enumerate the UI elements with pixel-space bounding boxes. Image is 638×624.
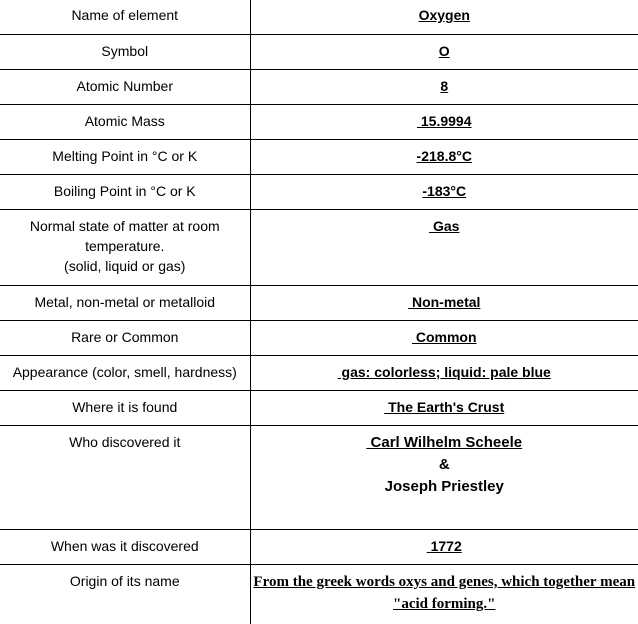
label-name-origin: Origin of its name bbox=[0, 565, 250, 591]
label-state-of-matter bbox=[0, 210, 250, 276]
row-label bbox=[0, 0, 250, 34]
table-row bbox=[0, 209, 638, 285]
table-row bbox=[0, 285, 638, 320]
row-label bbox=[0, 34, 250, 69]
row-value bbox=[250, 34, 638, 69]
value-discovery-date: 1772 bbox=[427, 530, 462, 556]
table-row bbox=[0, 390, 638, 425]
label-discoverer: Who discovered it bbox=[0, 426, 250, 452]
label-appearance: Appearance (color, smell, hardness) bbox=[0, 356, 250, 382]
value-melting-point: -218.8°C bbox=[417, 140, 472, 166]
table-row bbox=[0, 174, 638, 209]
value-where-found: The Earth's Crust bbox=[384, 391, 504, 417]
label-atomic-mass: Atomic Mass bbox=[0, 105, 250, 131]
value-name-of-element: Oxygen bbox=[419, 0, 470, 25]
row-label bbox=[0, 69, 250, 104]
value-atomic-mass: 15.9994 bbox=[417, 105, 472, 131]
row-label bbox=[0, 174, 250, 209]
table-row bbox=[0, 0, 638, 34]
value-metal-type: Non-metal bbox=[408, 286, 480, 312]
row-label bbox=[0, 139, 250, 174]
table-row bbox=[0, 320, 638, 355]
row-value bbox=[250, 209, 638, 285]
row-label bbox=[0, 104, 250, 139]
label-atomic-number: Atomic Number bbox=[0, 70, 250, 96]
label-melting-point: Melting Point in °C or K bbox=[0, 140, 250, 166]
table-row bbox=[0, 104, 638, 139]
label-discovery-date: When was it discovered bbox=[0, 530, 250, 556]
row-value bbox=[250, 564, 638, 624]
row-value bbox=[250, 425, 638, 529]
value-rarity: Common bbox=[412, 321, 477, 347]
label-line: (solid, liquid or gas) bbox=[0, 256, 250, 276]
label-name-of-element: Name of element bbox=[0, 0, 250, 25]
row-label bbox=[0, 390, 250, 425]
row-value bbox=[250, 0, 638, 34]
label-rarity: Rare or Common bbox=[0, 321, 250, 347]
row-value bbox=[250, 69, 638, 104]
row-value bbox=[250, 320, 638, 355]
label-where-found: Where it is found bbox=[0, 391, 250, 417]
row-value bbox=[250, 174, 638, 209]
table-row bbox=[0, 34, 638, 69]
value-atomic-number: 8 bbox=[440, 70, 448, 96]
row-value bbox=[250, 139, 638, 174]
value-name-origin: From the greek words oxys and genes, which together mean "acid forming." bbox=[251, 565, 638, 615]
table-row bbox=[0, 69, 638, 104]
row-label bbox=[0, 320, 250, 355]
row-label bbox=[0, 425, 250, 529]
label-line: temperature. bbox=[0, 236, 250, 256]
table-row bbox=[0, 529, 638, 564]
row-label bbox=[0, 285, 250, 320]
table-row bbox=[0, 425, 638, 529]
discoverer-line: Joseph Priestley bbox=[251, 476, 638, 498]
value-symbol: O bbox=[439, 35, 450, 61]
row-label bbox=[0, 564, 250, 624]
row-label bbox=[0, 209, 250, 285]
row-value bbox=[250, 390, 638, 425]
table-row bbox=[0, 564, 638, 624]
row-value bbox=[250, 529, 638, 564]
label-symbol: Symbol bbox=[0, 35, 250, 61]
value-state-of-matter: Gas bbox=[429, 210, 459, 236]
discoverer-line: Carl Wilhelm Scheele bbox=[251, 432, 638, 454]
row-value bbox=[250, 355, 638, 390]
value-boiling-point: -183°C bbox=[422, 175, 466, 201]
value-discoverer bbox=[251, 426, 638, 498]
label-line: Normal state of matter at room bbox=[0, 216, 250, 236]
label-metal-type: Metal, non-metal or metalloid bbox=[0, 286, 250, 312]
row-value bbox=[250, 104, 638, 139]
row-value bbox=[250, 285, 638, 320]
row-label bbox=[0, 355, 250, 390]
table-row bbox=[0, 139, 638, 174]
label-boiling-point: Boiling Point in °C or K bbox=[0, 175, 250, 201]
value-appearance: gas: colorless; liquid: pale blue bbox=[338, 356, 551, 382]
row-label bbox=[0, 529, 250, 564]
discoverer-line: & bbox=[251, 454, 638, 476]
table-row bbox=[0, 355, 638, 390]
